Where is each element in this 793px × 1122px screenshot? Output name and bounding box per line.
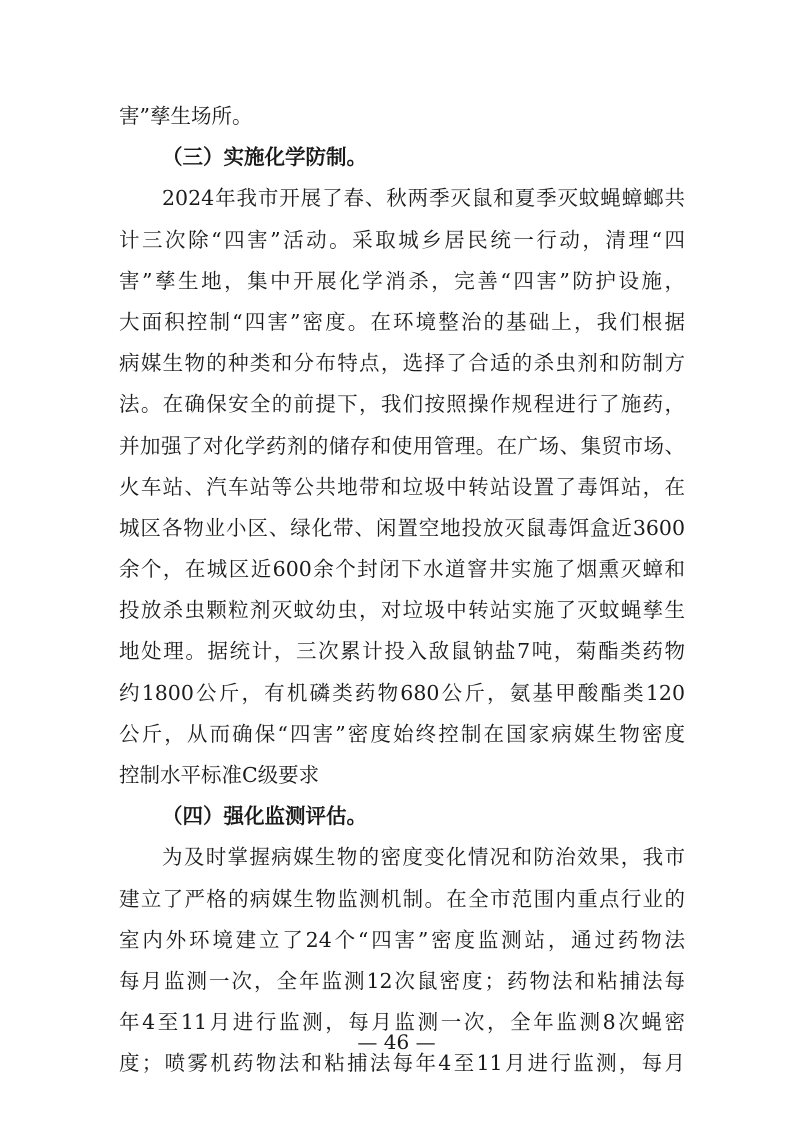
paragraph-line: 法。在确保安全的前提下，我们按照操作规程进行了施药， xyxy=(119,392,685,417)
paragraph-line: 病媒生物的种类和分布特点，选择了合适的杀虫剂和防制方 xyxy=(119,351,685,376)
paragraph-line: 约1800公斤，有机磷类药物680公斤，氨基甲酸酯类120 xyxy=(119,680,685,705)
section-heading-chemical-control: （三）实施化学防制。 xyxy=(162,145,367,170)
paragraph-line: 害”孳生地，集中开展化学消杀，完善“四害”防护设施， xyxy=(119,268,685,293)
page-number: — 46 — xyxy=(357,1030,436,1054)
paragraph-line: 年4至11月进行监测，每月监测一次，全年监测8次蝇密 xyxy=(119,1010,685,1035)
paragraph-line: 控制水平标准C级要求 xyxy=(119,763,320,787)
section-heading-monitoring: （四）强化监测评估。 xyxy=(162,804,367,829)
paragraph-line: 计三次除“四害”活动。采取城乡居民统一行动，清理“四 xyxy=(119,227,685,252)
paragraph-line: 每月监测一次，全年监测12次鼠密度；药物法和粘捕法每 xyxy=(119,968,685,993)
paragraph-line: 火车站、汽车站等公共地带和垃圾中转站设置了毒饵站，在 xyxy=(119,474,685,499)
paragraph-line: 为及时掌握病媒生物的密度变化情况和防治效果，我市 xyxy=(162,845,685,870)
paragraph-line: 建立了严格的病媒生物监测机制。在全市范围内重点行业的 xyxy=(119,886,685,911)
paragraph-line: 城区各物业小区、绿化带、闲置空地投放灭鼠毒饵盒近3600 xyxy=(119,515,685,540)
paragraph-line: 地处理。据统计，三次累计投入敌鼠钠盐7吨，菊酯类药物 xyxy=(119,639,685,664)
document-body xyxy=(119,96,685,1085)
paragraph-line: 室内外环境建立了24个“四害”密度监测站，通过药物法 xyxy=(119,927,685,952)
paragraph-line: 余个，在城区近600余个封闭下水道窨井实施了烟熏灭蟑和 xyxy=(119,557,685,582)
paragraph-line: 害”孳生场所。 xyxy=(119,104,253,128)
paragraph-line: 大面积控制“四害”密度。在环境整治的基础上，我们根据 xyxy=(119,309,685,334)
paragraph-line: 公斤，从而确保“四害”密度始终控制在国家病媒生物密度 xyxy=(119,721,685,746)
paragraph-line: 度；喷雾机药物法和粘捕法每年4至11月进行监测，每月 xyxy=(119,1051,685,1076)
paragraph-line: 投放杀虫颗粒剂灭蚊幼虫，对垃圾中转站实施了灭蚊蝇孳生 xyxy=(119,598,685,623)
paragraph-line: 2024年我市开展了春、秋两季灭鼠和夏季灭蚊蝇蟑螂共 xyxy=(162,186,685,211)
paragraph-line: 并加强了对化学药剂的储存和使用管理。在广场、集贸市场、 xyxy=(119,433,685,458)
